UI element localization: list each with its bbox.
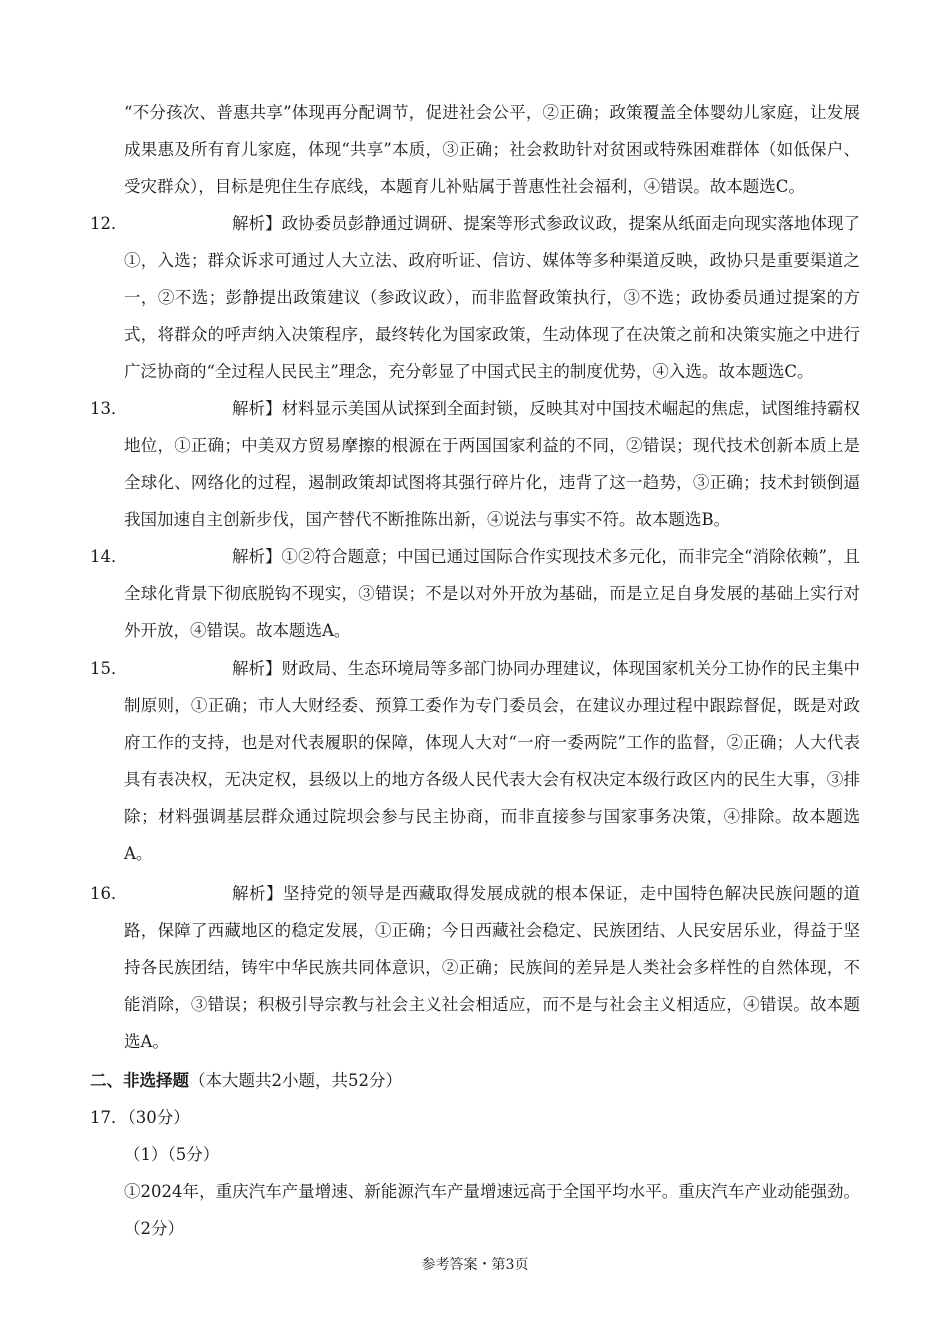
item-12-number: 12．: [90, 214, 128, 233]
q17-subquestion-1: （1）（5分）: [124, 1145, 220, 1164]
item-15-number: 15．: [90, 659, 128, 678]
item-13-number: 13．: [90, 399, 128, 418]
q17-answer-1-score: （2分）: [124, 1219, 184, 1238]
item-12-text: 解析】政协委员彭静通过调研、提案等形式参政议政，提案从纸面走向现实落地体现了①，入选；群众诉求可通过人大立法、政府听证、信访、媒体等多种渠道反映，政协只是重要渠道之一，②不选；彭静提出政策建议（参政议政），而非监督政策执行，③不选；政协委员通过提案的方式，将群众的呼声纳入决策程序，最终转化为国家政策，生动体现了在决策之前和决策实施之中进行广泛协商的“全过程人民民主”理念，充分彰显了中国式民主的制度优势，④入选。故本题选C。: [124, 214, 860, 381]
item-14-text: 解析】①②符合题意；中国已通过国际合作实现技术多元化，而非完全“消除依赖”，且全球化背景下彻底脱钩不现实，③错误；不是以对外开放为基础，而是立足自身发展的基础上实行对外开放，④错误。故本题选A。: [124, 547, 860, 640]
page-footer: 参考答案・第3页: [421, 1257, 529, 1273]
q17-answer-1: [124, 1173, 860, 1247]
item-15-text: 解析】财政局、生态环境局等多部门协同办理建议，体现国家机关分工协作的民主集中制原则，①正确；市人大财经委、预算工委作为专门委员会，在建议办理过程中跟踪督促，既是对政府工作的支持，也是对代表履职的保障，体现人大对“一府一委两院”工作的监督，②正确；人大代表具有表决权，无决定权，县级以上的地方各级人民代表大会有权决定本级行政区内的民生大事，③排除；材料强调基层群众通过院坝会参与民主协商，而非直接参与国家事务决策，④排除。故本题选A。: [124, 659, 860, 863]
item-14-number: 14．: [90, 547, 128, 566]
q17-header: 17．（30分）: [90, 1108, 190, 1127]
section-heading: [90, 1062, 402, 1099]
item-16-text: 解析】坚持党的领导是西藏取得发展成就的根本保证，走中国特色解决民族问题的道路，保障了西藏地区的稳定发展，①正确；今日西藏社会稳定、民族团结、人民安居乐业，得益于坚持各民族团结，铸牢中华民族共同体意识，②正确；民族间的差异是人类社会多样性的自然体现，不能消除，③错误；积极引导宗教与社会主义社会相适应，而不是与社会主义相适应，④错误。故本题选A。: [124, 884, 860, 1051]
item-11-continuation: “不分孩次、普惠共享”体现再分配调节，促进社会公平，②正确；政策覆盖全体婴幼儿家庭，让发展成果惠及所有育儿家庭，体现“共享”本质，③正确；社会救助针对贫困或特殊困难群体（如低保户、受灾群众），目标是兜住生存底线，本题育儿补贴属于普惠性社会福利，④错误。故本题选C。: [124, 103, 860, 196]
item-13-text: 解析】材料显示美国从试探到全面封锁，反映其对中国技术崛起的焦虑，试图维持霸权地位，①正确；中美双方贸易摩擦的根源在于两国国家利益的不同，②错误；现代技术创新本质上是全球化、网络化的过程，遏制政策却试图将其强行碎片化，违背了这一趋势，③正确；技术封锁倒逼我国加速自主创新步伐，国产替代不断推陈出新，④说法与事实不符。故本题选B。: [124, 399, 860, 529]
section-note: （本大题共2小题，共52分）: [189, 1071, 402, 1090]
item-16-number: 16．: [90, 884, 128, 903]
q17-answer-1-text: ①2024年，重庆汽车产量增速、新能源汽车产量增速远高于全国平均水平。重庆汽车产业动能强劲。: [124, 1182, 860, 1201]
section-title: 二、非选择题: [90, 1071, 189, 1090]
